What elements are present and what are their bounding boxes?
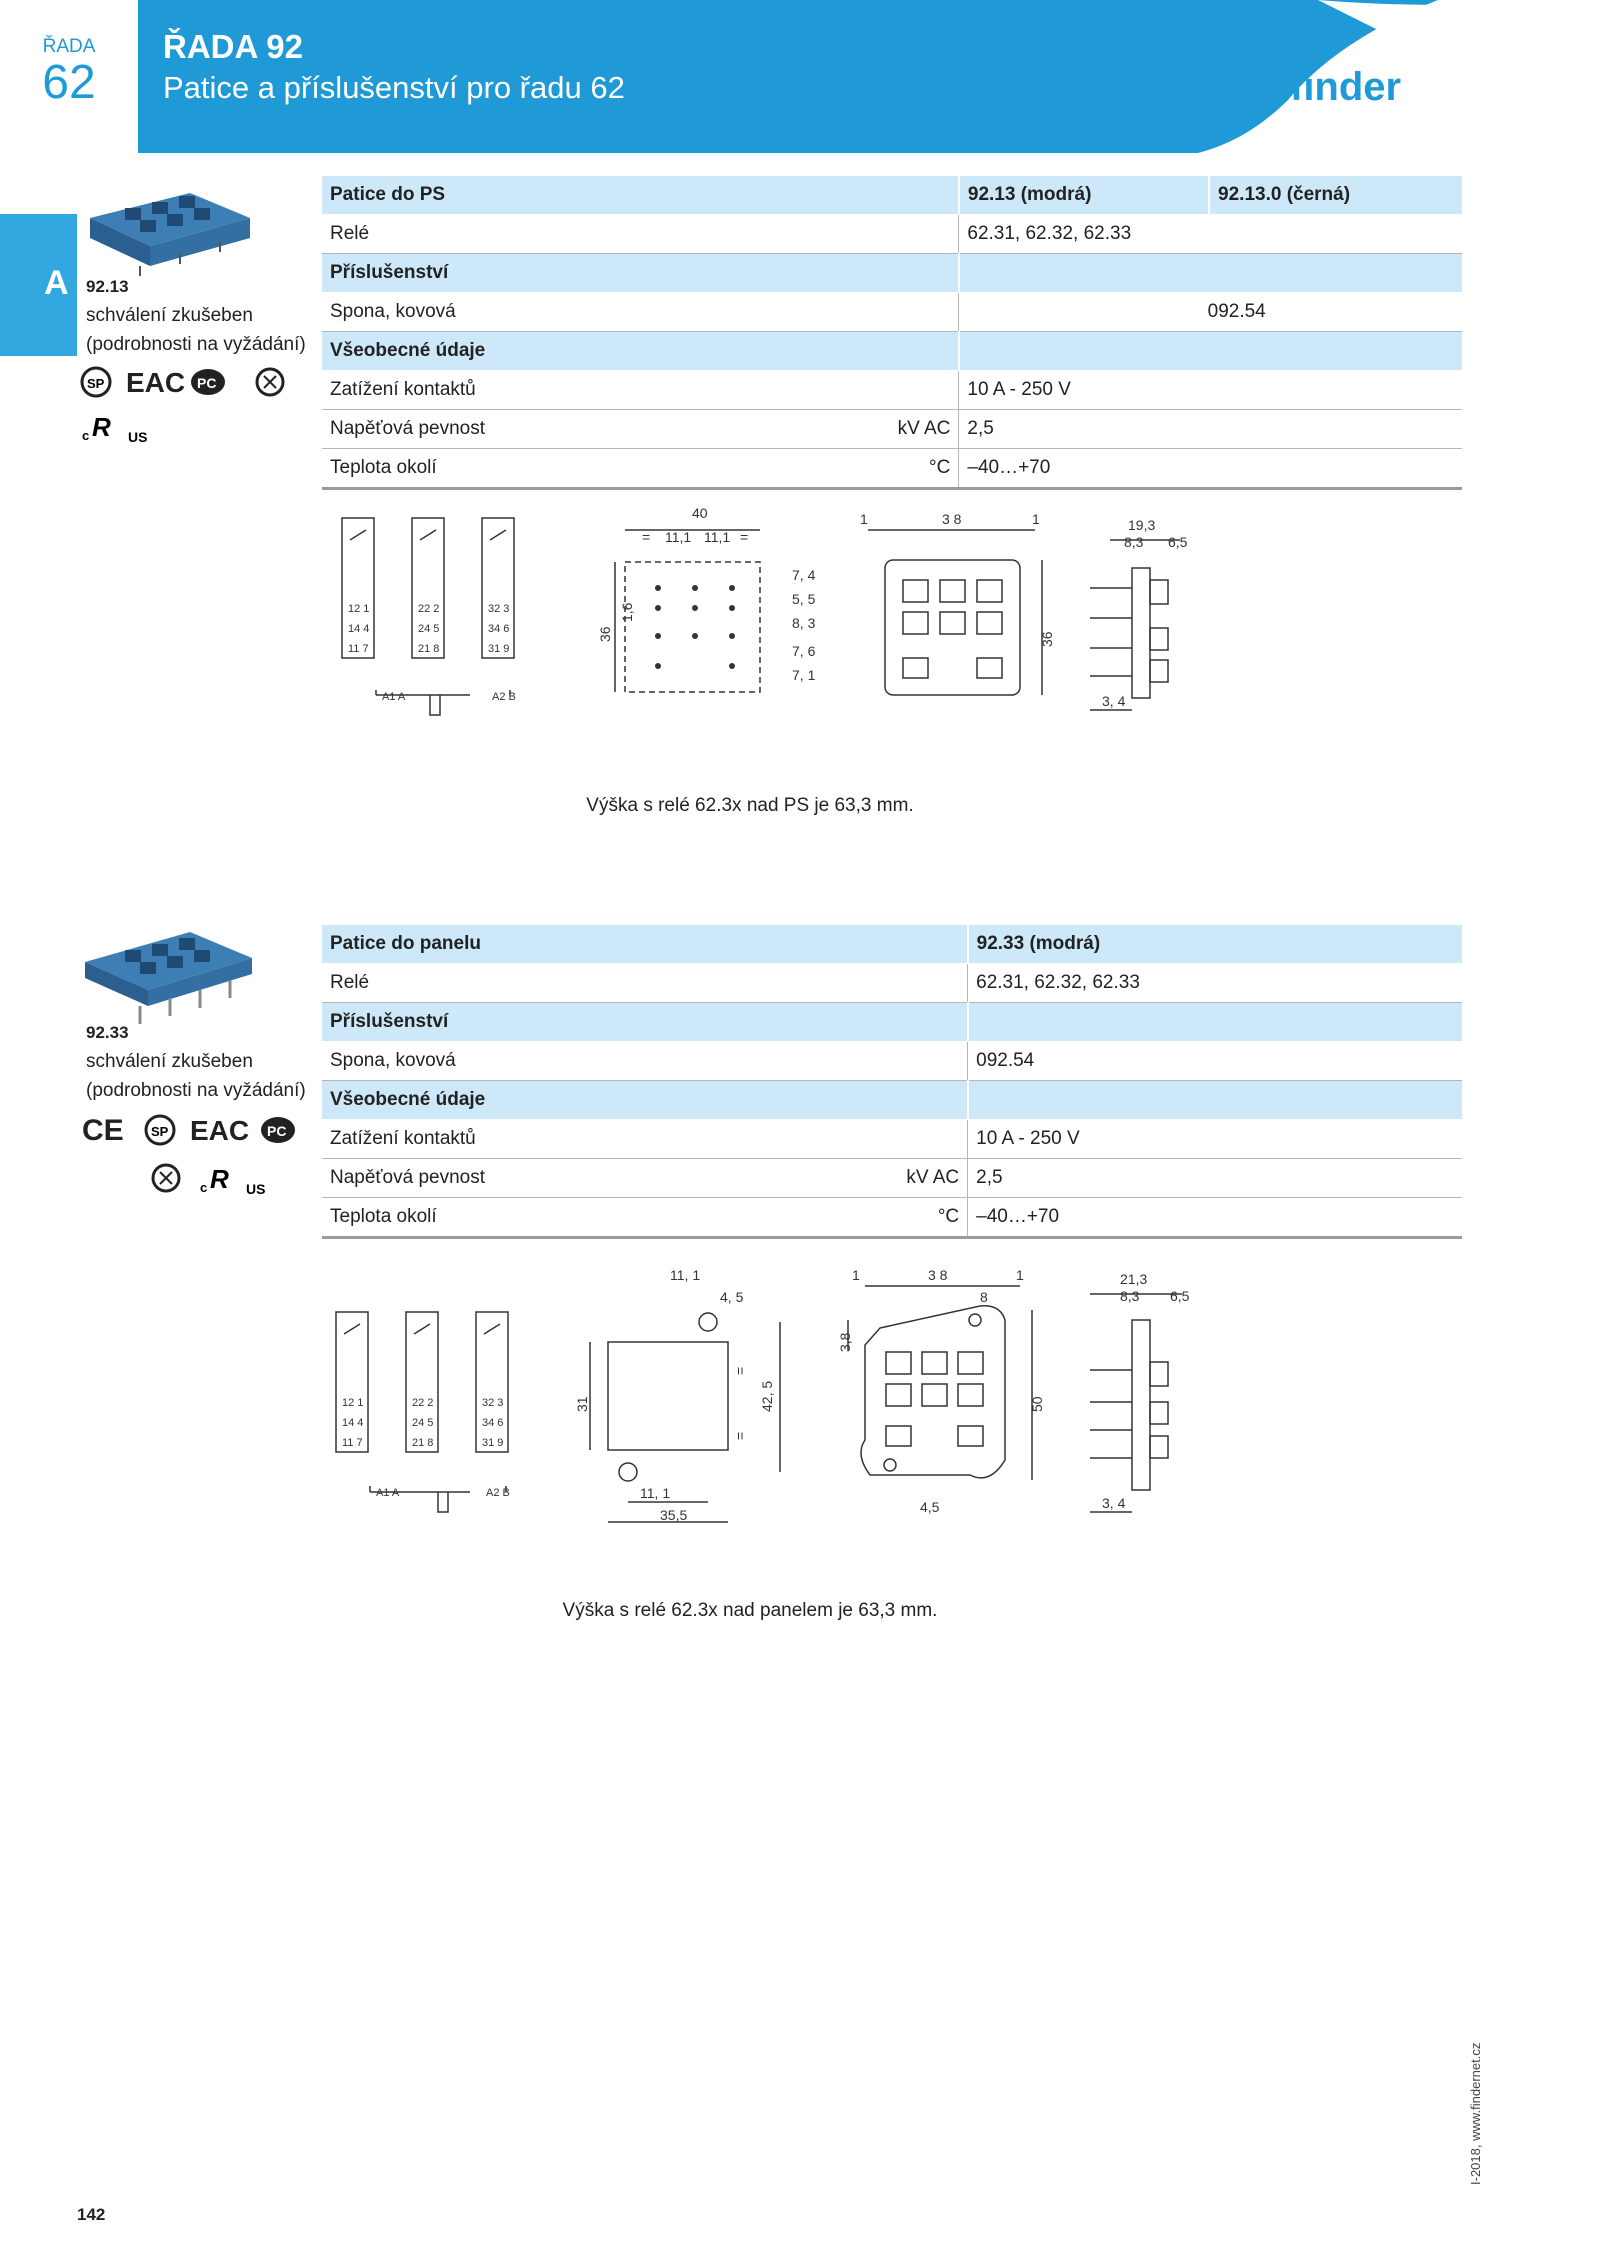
svg-text:34 6: 34 6 (482, 1417, 504, 1429)
spona-label: Spona, kovová (322, 1042, 968, 1081)
svg-text:SP: SP (87, 376, 105, 391)
svg-text:c: c (200, 1180, 208, 1195)
svg-text:=: = (732, 1366, 748, 1375)
section-prislusenstvi: Příslušenství (322, 254, 959, 293)
svg-text:1: 1 (852, 1267, 860, 1283)
svg-text:R: R (210, 1164, 229, 1194)
col-92-13-0: 92.13.0 (černá) (1209, 176, 1462, 215)
svg-text:21 8: 21 8 (412, 1437, 434, 1449)
series-label: ŘADA (42, 36, 96, 57)
logo-text: finder (1290, 65, 1402, 109)
csa-icon (146, 1116, 174, 1144)
svg-text:7, 4: 7, 4 (792, 567, 816, 583)
table-title: Patice do PS (322, 176, 959, 215)
certification-marks-92-33 (80, 1108, 310, 1208)
svg-text:8, 3: 8, 3 (792, 615, 816, 631)
svg-text:R: R (92, 412, 111, 442)
zatizeni-value: 10 A - 250 V (968, 1120, 1462, 1159)
teplota-unit: °C (870, 1198, 968, 1238)
svg-text:8,3: 8,3 (1120, 1288, 1140, 1304)
svg-text:35,5: 35,5 (660, 1507, 688, 1523)
svg-text:3 8: 3 8 (942, 511, 962, 527)
svg-text:32 3: 32 3 (482, 1397, 504, 1409)
svg-text:14 4: 14 4 (348, 623, 370, 635)
svg-text:3, 4: 3, 4 (1102, 693, 1126, 709)
svg-text:EAC: EAC (126, 367, 186, 398)
svg-text:1: 1 (1016, 1267, 1024, 1283)
rele-label: Relé (322, 215, 959, 254)
svg-text:32 3: 32 3 (488, 603, 510, 615)
svg-text:31 9: 31 9 (482, 1437, 504, 1449)
svg-text:11,1: 11,1 (665, 529, 692, 545)
approval-line2: (podrobnosti na vyžádání) (86, 1080, 306, 1101)
spona-label: Spona, kovová (322, 293, 959, 332)
col-92-33: 92.33 (modrá) (968, 925, 1462, 964)
svg-text:A1 A: A1 A (376, 1487, 400, 1499)
series-badge (0, 0, 138, 153)
napet-unit: kV AC (862, 410, 959, 449)
svg-text:PC: PC (197, 375, 217, 391)
finder-logo (1222, 52, 1452, 118)
approval-line2: (podrobnosti na vyžádání) (86, 334, 306, 355)
csa-icon (82, 368, 110, 396)
gost-icon (261, 1117, 295, 1143)
product-caption-92-33 (86, 1018, 306, 1105)
product-caption-92-13 (86, 272, 306, 359)
svg-text:A2 B: A2 B (486, 1487, 510, 1499)
svg-text:11, 1: 11, 1 (670, 1267, 701, 1283)
svg-text:PC: PC (267, 1123, 287, 1139)
svg-text:22 2: 22 2 (418, 603, 440, 615)
zatizeni-label: Zatížení kontaktů (322, 371, 959, 410)
teplota-value: –40…+70 (968, 1198, 1462, 1238)
rele-value: 62.31, 62.32, 62.33 (959, 215, 1462, 254)
svg-text:31: 31 (574, 1396, 590, 1412)
section-tab (0, 214, 77, 356)
spona-value: 092.54 (968, 1042, 1462, 1081)
svg-text:21 8: 21 8 (418, 643, 440, 655)
product-code: 92.33 (86, 1023, 129, 1042)
svg-text:5, 5: 5, 5 (792, 591, 816, 607)
napet-unit: kV AC (870, 1159, 968, 1198)
technical-drawings-92-33 (320, 1250, 1220, 1540)
ul-icon (200, 1164, 265, 1197)
svg-text:31 9: 31 9 (488, 643, 510, 655)
eac-icon (126, 367, 185, 398)
svg-text:6,5: 6,5 (1168, 534, 1188, 550)
section-vseobecne: Všeobecné údaje (322, 1081, 968, 1120)
napet-value: 2,5 (968, 1159, 1462, 1198)
napet-value: 2,5 (959, 410, 1462, 449)
svg-text:40: 40 (692, 505, 708, 521)
svg-text:=: = (642, 529, 651, 545)
svg-text:11 7: 11 7 (348, 643, 369, 655)
rina-icon (257, 369, 283, 395)
svg-text:=: = (732, 1431, 748, 1440)
gost-icon (191, 369, 225, 395)
svg-text:4, 5: 4, 5 (720, 1289, 744, 1305)
series-number: 62 (42, 56, 96, 109)
approval-line1: schválení zkušeben (86, 1051, 253, 1072)
svg-text:US: US (246, 1181, 266, 1197)
page-subtitle: Patice a příslušenství pro řadu 62 (163, 70, 625, 105)
col-92-13: 92.13 (modrá) (959, 176, 1209, 215)
socket-photo-92-33 (80, 920, 255, 1030)
approval-line1: schválení zkušeben (86, 305, 253, 326)
finder-logo-icon (1222, 52, 1452, 118)
svg-text:8: 8 (980, 1289, 988, 1305)
ce-icon (82, 1114, 124, 1147)
footer-side-text: I-2018, www.findernet.cz (1468, 2042, 1483, 2185)
svg-text:1: 1 (1032, 511, 1040, 527)
svg-text:19,3: 19,3 (1128, 517, 1156, 533)
svg-text:EAC: EAC (190, 1115, 250, 1146)
ul-icon (82, 412, 147, 445)
page-title: ŘADA 92 (163, 28, 303, 65)
spona-value: 092.54 (959, 293, 1462, 332)
napet-label: Napěťová pevnost (322, 410, 862, 449)
rele-label: Relé (322, 964, 968, 1003)
svg-text:8,3: 8,3 (1124, 534, 1144, 550)
svg-text:12 1: 12 1 (342, 1397, 364, 1409)
table-title: Patice do panelu (322, 925, 968, 964)
certification-marks-92-13 (80, 360, 290, 450)
section-tab-letter: A (44, 264, 69, 302)
svg-text:US: US (128, 429, 148, 445)
svg-text:4,5: 4,5 (920, 1499, 940, 1515)
svg-text:11 7: 11 7 (342, 1437, 363, 1449)
socket-photo-92-13 (80, 178, 255, 278)
page-number: 142 (77, 2205, 106, 2224)
svg-text:3 8: 3 8 (928, 1267, 948, 1283)
svg-text:22 2: 22 2 (412, 1397, 434, 1409)
teplota-label: Teplota okolí (322, 1198, 870, 1238)
svg-text:=: = (740, 529, 749, 545)
svg-text:34 6: 34 6 (488, 623, 510, 635)
svg-text:36: 36 (1039, 631, 1055, 647)
zatizeni-value: 10 A - 250 V (959, 371, 1462, 410)
svg-text:A2 B: A2 B (492, 691, 516, 703)
svg-text:21,3: 21,3 (1120, 1271, 1148, 1287)
spec-table-92-13 (322, 176, 1462, 490)
napet-label: Napěťová pevnost (322, 1159, 870, 1198)
svg-text:12 1: 12 1 (348, 603, 370, 615)
svg-text:3,8: 3,8 (837, 1332, 853, 1352)
svg-text:CE: CE (82, 1114, 124, 1147)
svg-text:42, 5: 42, 5 (759, 1380, 775, 1412)
rina-icon (153, 1165, 179, 1191)
svg-text:24 5: 24 5 (412, 1417, 434, 1429)
product-code: 92.13 (86, 277, 129, 296)
zatizeni-label: Zatížení kontaktů (322, 1120, 968, 1159)
section-vseobecne: Všeobecné údaje (322, 332, 959, 371)
svg-text:50: 50 (1029, 1396, 1045, 1412)
rele-value: 62.31, 62.32, 62.33 (968, 964, 1462, 1003)
eac-icon (190, 1115, 249, 1146)
svg-text:11, 1: 11, 1 (640, 1485, 671, 1501)
svg-text:A1 A: A1 A (382, 691, 406, 703)
svg-text:7, 1: 7, 1 (792, 667, 816, 683)
svg-text:11,1: 11,1 (704, 529, 731, 545)
svg-text:14 4: 14 4 (342, 1417, 364, 1429)
teplota-unit: °C (862, 449, 959, 489)
note-92-13: Výška s relé 62.3x nad PS je 63,3 mm. (586, 795, 914, 816)
note-92-33: Výška s relé 62.3x nad panelem je 63,3 mm. (562, 1600, 938, 1621)
technical-drawings-92-13 (320, 500, 1220, 760)
svg-text:6,5: 6,5 (1170, 1288, 1190, 1304)
svg-text:36: 36 (597, 626, 613, 642)
svg-text:c: c (82, 428, 90, 443)
svg-text:1: 1 (860, 511, 868, 527)
svg-text:3, 4: 3, 4 (1102, 1495, 1126, 1511)
svg-text:7, 6: 7, 6 (792, 643, 816, 659)
teplota-value: –40…+70 (959, 449, 1462, 489)
teplota-label: Teplota okolí (322, 449, 862, 489)
spec-table-92-33 (322, 925, 1462, 1239)
svg-text:SP: SP (151, 1124, 169, 1139)
svg-text:1,6: 1,6 (619, 602, 635, 622)
section-prislusenstvi: Příslušenství (322, 1003, 968, 1042)
svg-text:24 5: 24 5 (418, 623, 440, 635)
